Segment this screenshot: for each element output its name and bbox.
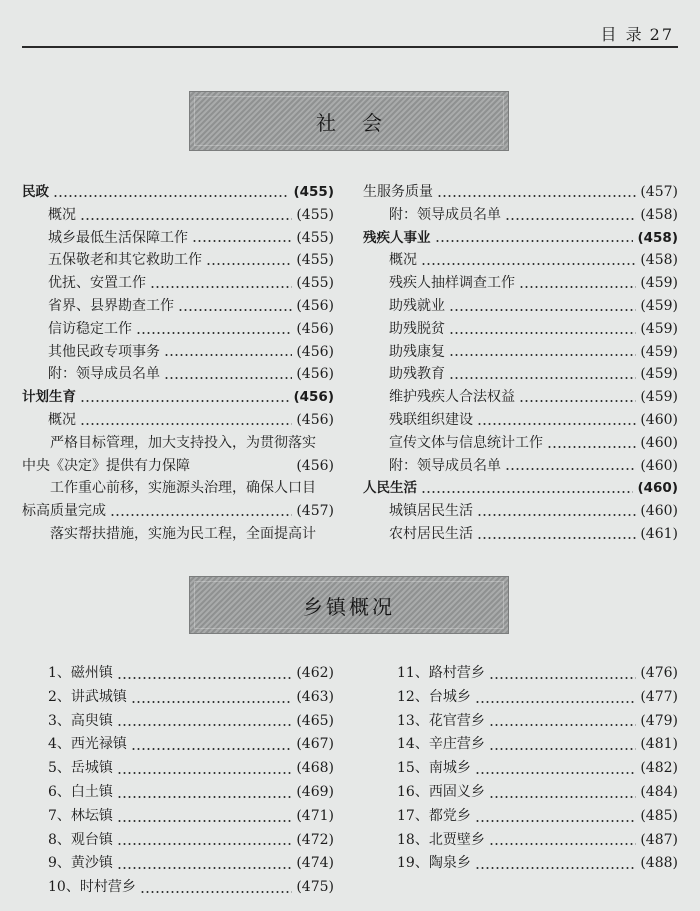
toc-entry-title: 11、路村营乡 — [397, 665, 485, 681]
toc-entry-title: 4、西光禄镇 — [48, 736, 127, 753]
toc-entry-title: 2、讲武城镇 — [48, 688, 127, 705]
leader-dots — [80, 400, 289, 402]
header-page-number: 27 — [649, 25, 674, 44]
leader-dots — [505, 218, 636, 220]
leader-dots — [140, 891, 293, 893]
toc-entry-line: 落实帮扶措施，实施为民工程，全面提高计 — [50, 525, 316, 542]
leader-dots — [489, 748, 637, 750]
leader-dots — [136, 332, 292, 334]
toc-entry-title: 省界、县界勘查工作 — [48, 297, 174, 314]
leader-dots — [477, 514, 636, 516]
toc-entry-title: 中央《决定》提供有力保障 — [22, 457, 190, 474]
leader-dots — [206, 263, 292, 265]
leader-dots — [131, 748, 292, 750]
toc-entry-title: 6、白土镇 — [48, 783, 113, 800]
toc-entry-continued[interactable] — [363, 181, 678, 204]
toc-entry-title: 优抚、安置工作 — [48, 275, 146, 292]
toc-entry-title: 10、时村营乡 — [48, 879, 136, 896]
toc-entry-town[interactable] — [363, 662, 678, 686]
toc-entry-title: 概况 — [48, 411, 76, 428]
toc-entry-page: (487) — [640, 831, 678, 848]
leader-dots — [449, 309, 636, 311]
leader-dots — [80, 423, 292, 425]
toc-entry-town[interactable] — [22, 733, 334, 757]
toc-entry-town[interactable] — [22, 781, 334, 805]
toc-entry[interactable] — [22, 341, 334, 364]
toc-entry-page: (484) — [640, 783, 678, 800]
toc-entry[interactable] — [363, 272, 678, 295]
toc-entry[interactable] — [363, 386, 678, 409]
toc-entry-page: (460) — [640, 457, 678, 474]
toc-entry-long[interactable] — [22, 523, 334, 546]
toc-entry-title: 残疾人事业 — [363, 229, 431, 246]
toc-entry-page: (465) — [296, 712, 334, 729]
toc-entry-disability[interactable] — [363, 227, 678, 250]
toc-entry-page: (459) — [640, 389, 678, 406]
leader-dots — [117, 796, 292, 798]
leader-dots — [131, 701, 292, 703]
toc-entry-page: (455) — [293, 184, 334, 200]
leader-dots — [150, 286, 292, 288]
toc-entry-living[interactable] — [363, 477, 678, 500]
toc-entry-line-last — [22, 455, 334, 478]
toc-entry-title: 16、西固义乡 — [397, 783, 485, 800]
toc-entry-title: 3、高臾镇 — [48, 712, 113, 729]
toc-entry[interactable] — [22, 409, 334, 432]
leader-dots — [164, 377, 292, 379]
leader-dots — [80, 218, 292, 220]
toc-entry-page: (456) — [293, 389, 334, 406]
toc-entry-page: (458) — [637, 229, 678, 246]
toc-entry-title: 计划生育 — [22, 389, 76, 406]
leader-dots — [475, 820, 637, 822]
toc-entry-page: (455) — [296, 252, 334, 269]
leader-dots — [117, 772, 292, 774]
leader-dots — [421, 263, 636, 265]
toc-entry-title: 1、磁州镇 — [48, 665, 113, 681]
toc-entry-page: (456) — [296, 320, 334, 337]
toc-entry-page: (479) — [640, 712, 678, 729]
toc-entry-page: (456) — [296, 411, 334, 428]
toc-entry-title: 民政 — [22, 184, 49, 200]
leader-dots — [53, 195, 289, 197]
toc-entry-page: (455) — [296, 206, 334, 223]
toc-entry-town[interactable] — [363, 733, 678, 757]
toc-entry-long[interactable] — [22, 432, 334, 478]
toc-entry-page: (469) — [296, 783, 334, 800]
toc-entry-town[interactable] — [363, 757, 678, 781]
toc-entry-page: (467) — [296, 736, 334, 753]
toc-entry-title: 附：领导成员名单 — [389, 457, 501, 474]
toc-entry-page: (475) — [296, 879, 334, 896]
section-title-towns: 乡镇概况 — [303, 594, 395, 619]
toc-entry[interactable] — [363, 318, 678, 341]
toc-entry[interactable] — [363, 523, 678, 546]
toc-entry[interactable] — [22, 249, 334, 272]
leader-dots — [449, 377, 636, 379]
toc-column-right-society — [363, 181, 678, 546]
toc-entry-page: (472) — [296, 831, 334, 848]
toc-entry-page: (481) — [640, 736, 678, 753]
toc-entry-title: 18、北贾壁乡 — [397, 831, 485, 848]
toc-entry-line-last — [22, 500, 334, 523]
toc-entry-title: 15、南城乡 — [397, 760, 471, 777]
leader-dots — [489, 796, 637, 798]
toc-entry-page: (458) — [640, 252, 678, 269]
leader-dots — [117, 867, 292, 869]
leader-dots — [475, 867, 637, 869]
toc-entry[interactable] — [363, 363, 678, 386]
section-banner-towns — [189, 576, 509, 634]
toc-entry[interactable] — [363, 295, 678, 318]
toc-entry-title: 概况 — [48, 206, 76, 223]
toc-entry-page: (457) — [296, 503, 334, 520]
leader-dots — [547, 446, 636, 448]
toc-entry-title: 5、岳城镇 — [48, 760, 113, 777]
header-title: 目 录 — [600, 25, 644, 44]
toc-entry[interactable] — [363, 455, 678, 478]
toc-entry-title: 附：领导成员名单 — [389, 206, 501, 223]
toc-entry-title: 城镇居民生活 — [389, 503, 473, 520]
toc-entry-page: (456) — [296, 297, 334, 314]
toc-entry-title: 9、黄沙镇 — [48, 855, 113, 872]
toc-entry-title: 助残康复 — [389, 343, 445, 360]
toc-entry-title: 12、台城乡 — [397, 688, 471, 705]
toc-entry[interactable] — [22, 227, 334, 250]
toc-entry-family-planning[interactable] — [22, 386, 334, 409]
toc-entry-line: 严格目标管理，加大支持投入，为贯彻落实 — [50, 434, 316, 451]
toc-entry-title: 城乡最低生活保障工作 — [48, 229, 188, 246]
toc-entry-title: 宣传文体与信息统计工作 — [389, 434, 543, 451]
toc-entry[interactable] — [22, 295, 334, 318]
section-banner-society — [189, 91, 509, 151]
leader-dots — [192, 240, 292, 242]
toc-entry-page: (477) — [640, 688, 678, 705]
leader-dots — [519, 400, 636, 402]
toc-entry-page: (460) — [640, 434, 678, 451]
leader-dots — [505, 468, 636, 470]
toc-entry[interactable] — [22, 272, 334, 295]
leader-dots — [164, 354, 292, 356]
toc-entry-town[interactable] — [22, 686, 334, 710]
toc-entry-page: (476) — [640, 665, 678, 681]
toc-entry-page: (460) — [640, 411, 678, 428]
toc-entry-page: (459) — [640, 366, 678, 383]
leader-dots — [477, 537, 636, 539]
toc-entry-title: 19、陶泉乡 — [397, 855, 471, 872]
toc-entry-page: (456) — [296, 366, 334, 383]
toc-entry-title: 附：领导成员名单 — [48, 366, 160, 383]
leader-dots — [475, 701, 637, 703]
leader-dots — [117, 677, 292, 679]
toc-entry-town[interactable] — [363, 852, 678, 876]
toc-entry-page: (474) — [296, 855, 334, 872]
toc-entry-line: 工作重心前移，实施源头治理，确保人口目 — [50, 480, 316, 497]
toc-entry[interactable] — [363, 432, 678, 455]
toc-entry-page: (456) — [296, 457, 334, 474]
toc-entry-page: (468) — [296, 760, 334, 777]
toc-entry-page: (459) — [640, 343, 678, 360]
leader-dots — [449, 354, 636, 356]
toc-entry[interactable] — [363, 341, 678, 364]
leader-dots — [110, 514, 292, 516]
leader-dots — [435, 240, 634, 242]
toc-entry[interactable] — [22, 204, 334, 227]
toc-entry-page: (488) — [640, 855, 678, 872]
toc-entry-title: 维护残疾人合法权益 — [389, 389, 515, 406]
toc-entry-page: (461) — [640, 525, 678, 542]
leader-dots — [178, 309, 292, 311]
toc-entry-page: (459) — [640, 320, 678, 337]
toc-entry-town[interactable] — [363, 781, 678, 805]
toc-entry-page: (455) — [296, 275, 334, 292]
toc-entry-town[interactable] — [363, 710, 678, 734]
spacer — [190, 455, 296, 478]
toc-entry-page: (485) — [640, 807, 678, 824]
toc-entry-title: 残联组织建设 — [389, 411, 473, 428]
toc-entry-page: (459) — [640, 275, 678, 292]
toc-entry[interactable] — [363, 409, 678, 432]
toc-entry-title: 14、辛庄营乡 — [397, 736, 485, 753]
toc-entry-page: (460) — [640, 503, 678, 520]
toc-entry[interactable] — [363, 500, 678, 523]
leader-dots — [437, 195, 636, 197]
toc-entry-long[interactable] — [22, 477, 334, 523]
toc-column-left-towns — [22, 662, 334, 900]
toc-entry-town[interactable] — [363, 829, 678, 853]
toc-entry-title: 8、观台镇 — [48, 831, 113, 848]
toc-entry-title: 其他民政专项事务 — [48, 343, 160, 360]
toc-entry-title: 信访稳定工作 — [48, 320, 132, 337]
toc-entry-title: 助残教育 — [389, 366, 445, 383]
toc-entry-town[interactable] — [22, 829, 334, 853]
toc-entry-town[interactable] — [22, 852, 334, 876]
toc-entry-page: (455) — [296, 229, 334, 246]
leader-dots — [449, 332, 636, 334]
toc-entry-page: (471) — [296, 807, 334, 824]
toc-entry-town[interactable] — [363, 805, 678, 829]
toc-entry-title: 五保敬老和其它救助工作 — [48, 252, 202, 269]
toc-entry-title: 13、花官营乡 — [397, 712, 485, 729]
toc-column-right-towns — [363, 662, 678, 876]
toc-entry-page: (457) — [640, 184, 678, 200]
toc-entry-town[interactable] — [363, 686, 678, 710]
toc-entry[interactable] — [22, 363, 334, 386]
toc-entry-title: 7、林坛镇 — [48, 807, 113, 824]
toc-entry-page: (458) — [640, 206, 678, 223]
leader-dots — [489, 843, 637, 845]
toc-entry-town[interactable] — [22, 805, 334, 829]
header-rule — [22, 46, 678, 48]
toc-entry-page: (482) — [640, 760, 678, 777]
toc-entry[interactable] — [363, 249, 678, 272]
toc-entry-town[interactable] — [22, 710, 334, 734]
toc-column-left-society — [22, 181, 334, 546]
page-header — [601, 22, 674, 45]
leader-dots — [477, 423, 636, 425]
toc-entry-title: 生服务质量 — [363, 184, 433, 200]
leader-dots — [489, 677, 637, 679]
leader-dots — [117, 820, 292, 822]
toc-entry-title: 农村居民生活 — [389, 525, 473, 542]
leader-dots — [475, 772, 637, 774]
leader-dots — [519, 286, 636, 288]
toc-entry-title: 概况 — [389, 252, 417, 269]
toc-entry-civil-affairs[interactable] — [22, 181, 334, 204]
toc-entry-title: 人民生活 — [363, 480, 417, 497]
toc-entry[interactable] — [22, 318, 334, 341]
toc-entry-title: 助残脱贫 — [389, 320, 445, 337]
leader-dots — [421, 491, 633, 493]
toc-entry-title: 助残就业 — [389, 297, 445, 314]
toc-entry-title: 残疾人抽样调查工作 — [389, 275, 515, 292]
toc-entry-page: (462) — [296, 665, 334, 681]
toc-entry-title: 标高质量完成 — [22, 503, 106, 520]
leader-dots — [489, 724, 637, 726]
toc-entry-town[interactable] — [22, 757, 334, 781]
toc-entry-page: (459) — [640, 297, 678, 314]
leader-dots — [117, 843, 292, 845]
toc-entry-town[interactable] — [22, 876, 334, 900]
toc-entry-town[interactable] — [22, 662, 334, 686]
toc-entry-page: (460) — [637, 480, 678, 497]
toc-entry-page: (456) — [296, 343, 334, 360]
toc-entry-page: (463) — [296, 688, 334, 705]
section-title-society: 社会 — [316, 110, 408, 135]
leader-dots — [117, 724, 292, 726]
toc-entry-title: 17、都党乡 — [397, 807, 471, 824]
toc-entry[interactable] — [363, 204, 678, 227]
